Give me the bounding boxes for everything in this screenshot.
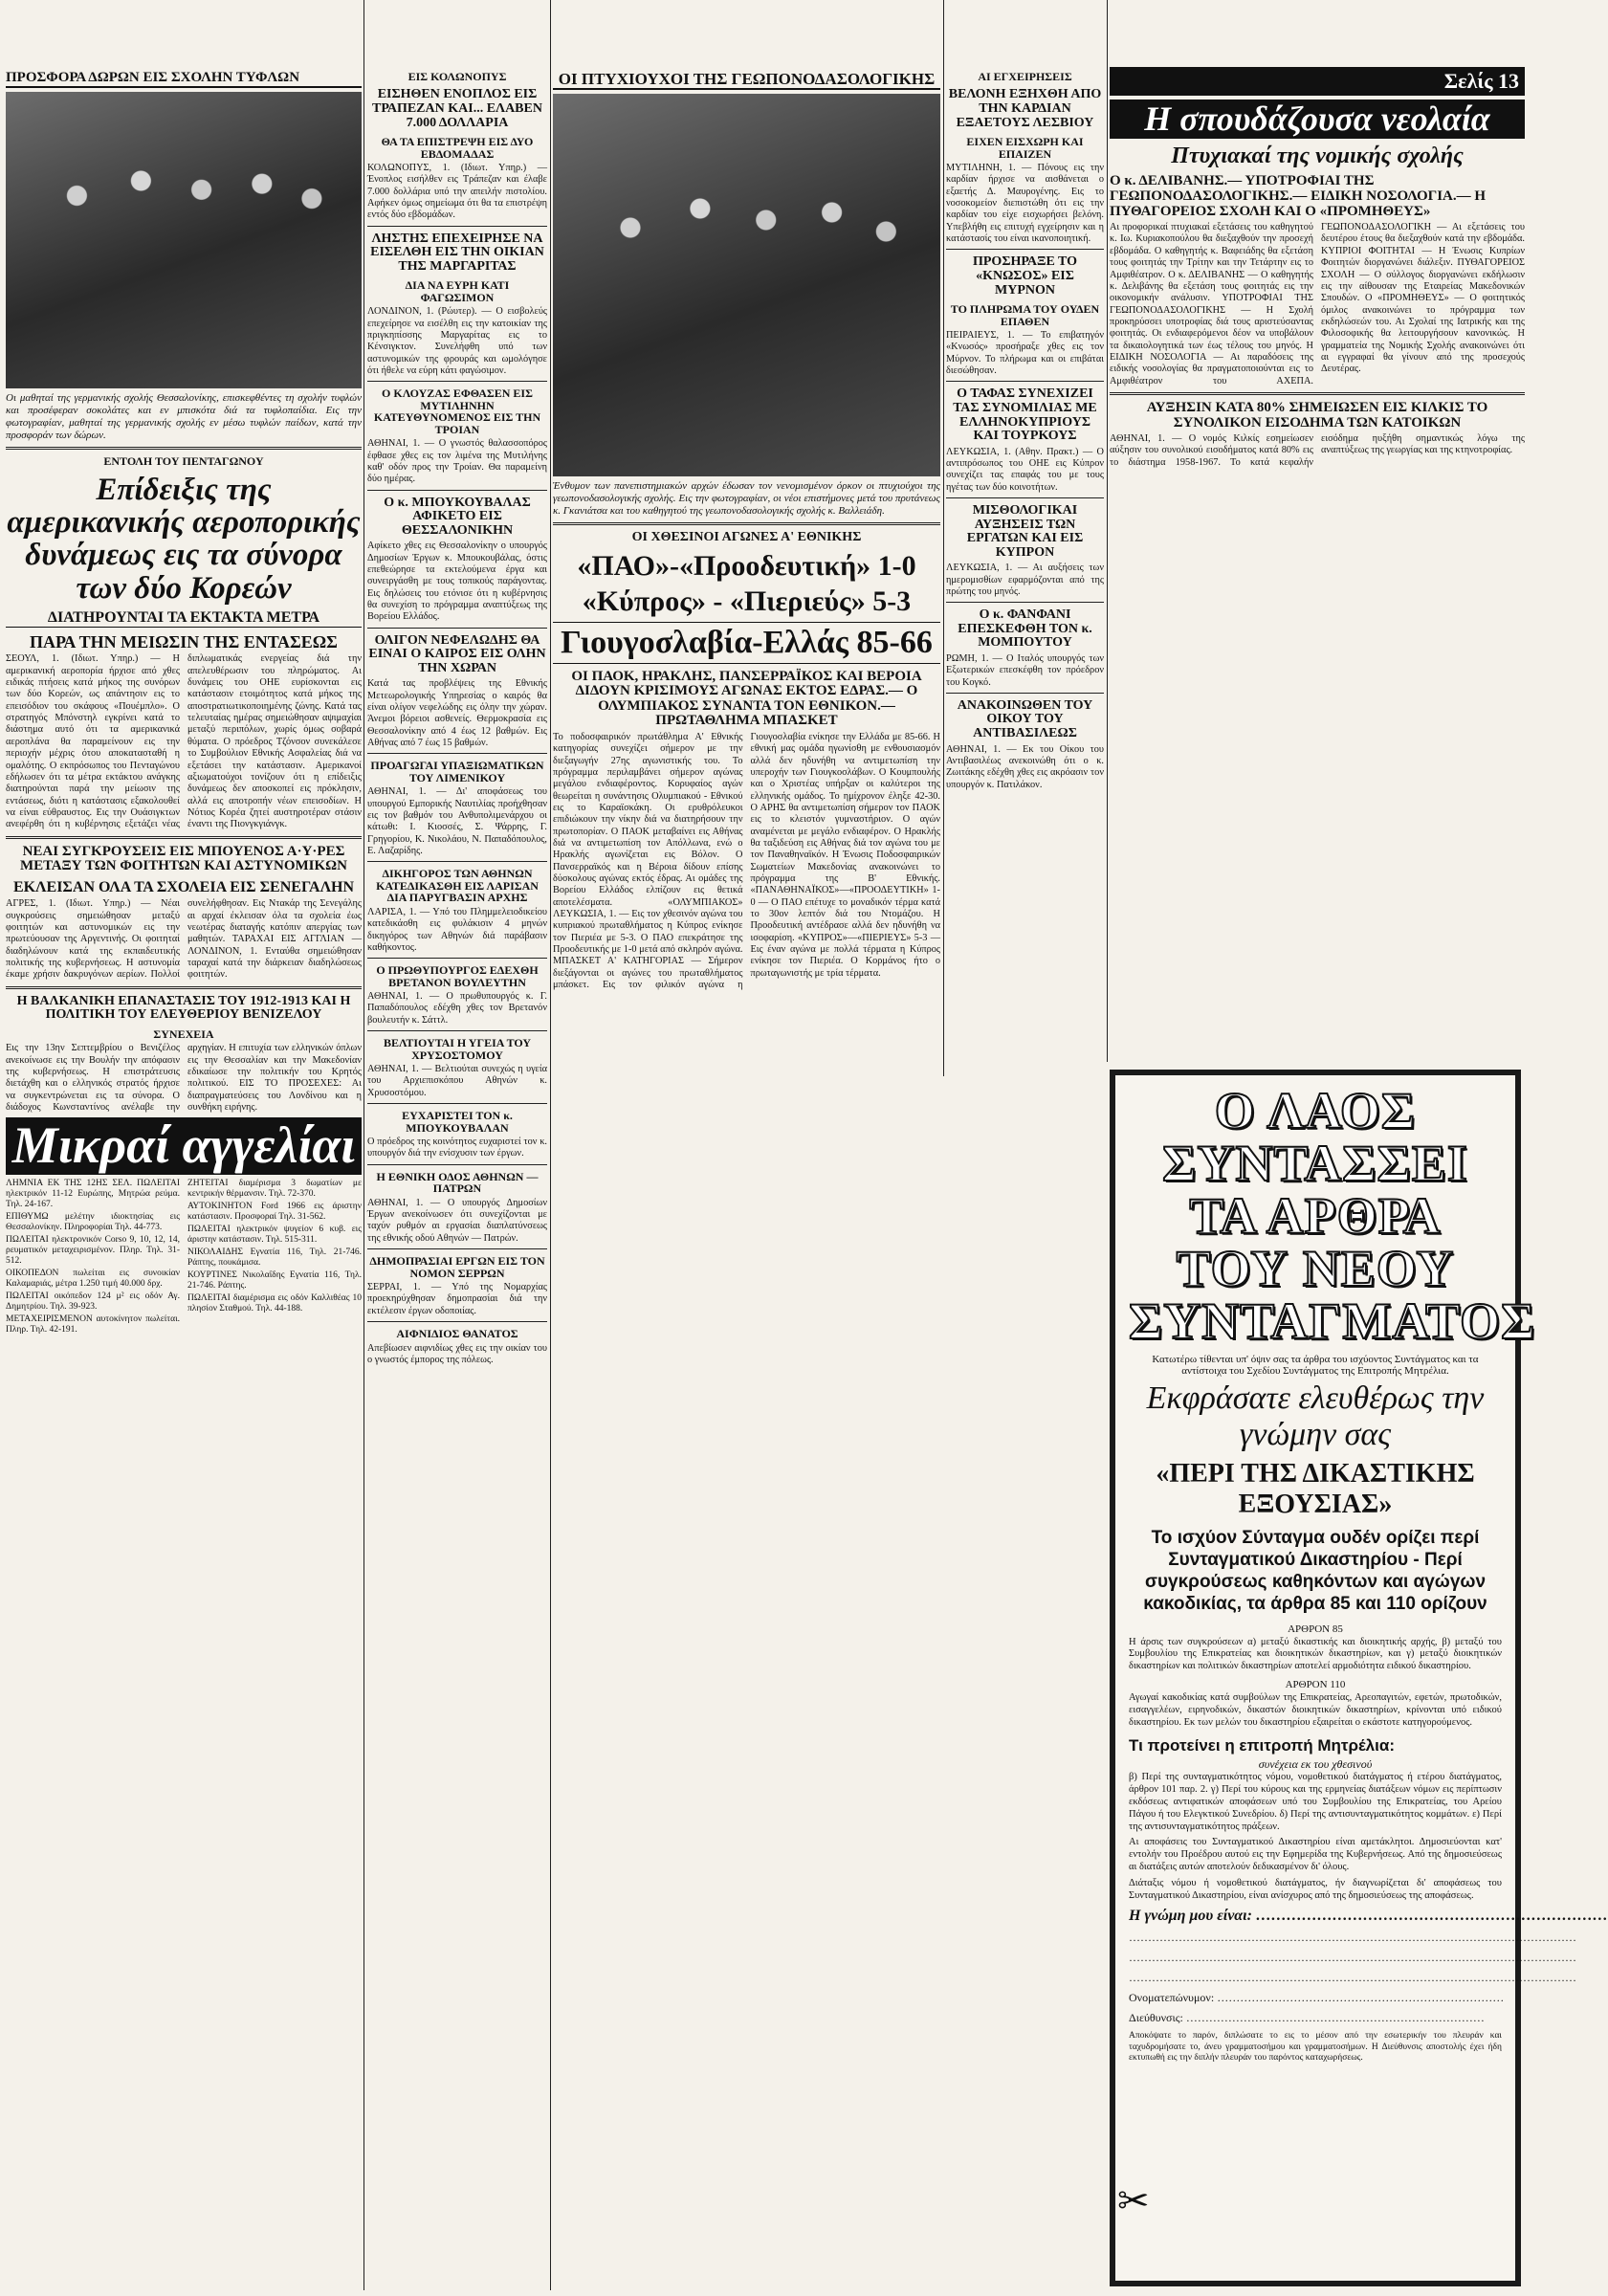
constitution-ad [1110,1070,1608,2286]
score-headline: Γιουγοσλαβία-Ελλάς 85-66 [553,622,940,663]
subheadline: ΟΙ ΠΑΟΚ, ΗΡΑΚΛΗΣ, ΠΑΝΣΕΡΡΑΪΚΟΣ ΚΑΙ ΒΕΡΟΙΑ ΔΙΔΟΥΝ ΚΡΙΣΙΜΟΥΣ ΑΓΩΝΑΣ ΕΚΤΟΣ ΕΔΡΑΣ.— Ο ΟΛΥΜΠΙΑΚΟΣ ΣΥΝΑΝΤΑ ΤΟΝ ΕΘΝΙΚΟΝ.— ΠΡΩΤΑΘΛΗΜΑ ΜΠΑΣΚΕΤ [571,668,922,729]
ad-footer: Αποκόψατε το παρόν, διπλώσατε το εις το μέσον από την εσωτερικήν του πλευράν και ταχυδρομήσατε το, άνευ γραμματοσήμου και γραμματοσήμων. Η Διεύθυνσις αποστολής έχει ήδη εκτυπωθή εις την διπλήν πλευράν του παρόντος καταχωρήσεως. [1129,2031,1502,2064]
opinion-field[interactable]: Η γνώμη μου είναι: …………………………………………………………… [1129,1908,1608,1925]
column-rule [550,0,551,2290]
opinion-line[interactable]: ……………………………………………………………………………………………………… [1129,1971,1576,1985]
article-body: Κατά τας προβλέψεις της Εθνικής Μετεωρολογικής Υπηρεσίας ο καιρός θα είναι ολίγον νεφελώδης εις όλην την χώραν. Άνεμοι βόρειοι ασθενείς. Θερμοκρασία εις Θεσσαλονίκην από 4 έως 12 βαθμών. Εις Αθήνας από 7 έως 15 βαθμών. [367,678,547,749]
section-banner: Η σπουδάζουσα νεολαία [1110,99,1525,139]
headline: ΟΛΙΓΟΝ ΝΕΦΕΛΩΔΗΣ ΘΑ ΕΙΝΑΙ Ο ΚΑΙΡΟΣ ΕΙΣ ΟΛΗΝ ΤΗΝ ΧΩΡΑΝ [368,632,546,675]
classified-ad: ΟΙΚΟΠΕΔΟΝ πωλείται εις συνοικίαν Καλαμαριάς, μέτρα 1.250 τιμή 40.000 δρχ. [6,1268,180,1289]
headline: ΝΕΑΙ ΣΥΓΚΡΟΥΣΕΙΣ ΕΙΣ ΜΠΟΥΕΝΟΣ Α·Υ·ΡΕΣ ΜΕΤΑΞΥ ΤΩΝ ΦΟΙΤΗΤΩΝ ΚΑΙ ΑΣΤΥΝΟΜΙΚΩΝ [19,843,348,874]
headline: ΠΡΟΣΗΡΑΞΕ ΤΟ «ΚΝΩΣΟΣ» ΕΙΣ ΜΥΡΝΟΝ [972,254,1078,298]
scissors-icon: ✂ [1117,2179,1150,2222]
headline: ΑΙΦΝΙΔΙΟΣ ΘΑΝΑΤΟΣ [396,1327,518,1341]
classified-ad: ΕΠΙΘΥΜΩ μελέτην ιδιοκτησίας εις Θεσσαλονίκην. Πληροφορίαι Τηλ. 44-773. [6,1211,180,1232]
headline: Ο ΤΑΦΑΣ ΣΥΝΕΧΙΖΕΙ ΤΑΣ ΣΥΝΟΜΙΛΙΑΣ ΜΕ ΕΛΛΗΝΟΚΥΠΡΙΟΥΣ ΚΑΙ ΤΟΥΡΚΟΥΣ [953,386,1097,444]
subheadline: ΔΙΑΤΗΡΟΥΝΤΑΙ ΤΑ ΕΚΤΑΚΤΑ ΜΕΤΡΑ [6,610,362,628]
article-number: ΑΡΘΡΟΝ 110 [1285,1678,1346,1690]
headline: Η ΒΑΛΚΑΝΙΚΗ ΕΠΑΝΑΣΤΑΣΙΣ ΤΟΥ 1912-1913 ΚΑΙ Η ΠΟΛΙΤΙΚΗ ΤΟΥ ΕΛΕΥΘΕΡΙΟΥ ΒΕΝΙΖΕΛΟΥ [16,993,351,1023]
headline: Ο κ. ΜΠΟΥΚΟΥΒΑΛΑΣ ΑΦΙΚΕΤΟ ΕΙΣ ΘΕΣΣΑΛΟΝΙΚΗΝ [384,495,531,538]
proposal-text: Διάταξις νόμου ή νομοθετικού διατάγματος, ήν διαγνωρίζεται δι' αποφάσεως του Συνταγματικού Δικαστηρίου, είναι ανίσχυρος από της δημοσιεύσεως της αποφάσεως. [1129,1877,1502,1901]
headline: Πτυχιακαί της νομικής σχολής [1171,144,1464,169]
column-rule [943,0,944,1076]
article-body: ΚΟΛΩΝΟΠΥΣ, 1. (Ιδιωτ. Υπηρ.) — Ένοπλος εισήλθεν εις Τράπεζαν και έλαβε 7.000 δολλάρια υπό την απειλήν πιστολίου. Αφήκεν όμως σημείωμα ότι θα τα επιστρέψη εντός δύο εβδομάδων. [367,163,547,221]
article-text: Αγωγαί κακοδικίας κατά συμβούλων της Επικρατείας, Αρεοπαγιτών, εφετών, πρωτοδικών, εισαγγελέων, ειρηνοδικών, δικαστών διοικητικών δικαστηρίων, κρίνονται υπό ειδικού δικαστηρίου. Εκ των μελών του δικαστηρίου εξαιρείται ο εκάστοτε κατηγορούμενος. [1129,1691,1502,1728]
article-body: ΑΓΡΕΣ, 1. (Ιδιωτ. Υπηρ.) — Νέαι συγκρούσεις σημειώθησαν μεταξύ φοιτητών και αστυνομικών εις την πρωτεύουσαν της Αργεντινής. Οι φοιτηταί διαδηλώνουν κατά της εκπαιδευτικής πολιτικής της κυβερνήσεως. Η αστυνομία έκαμε χρήσιν δακρυγόνων αερίων. Πολλοί συνελήφθησαν. Εις Ντακάρ της Σενεγάλης αι αρχαί έκλεισαν όλα τα σχολεία έως νεωτέρας διαταγής κατόπιν απεργίας των μαθητών. ΤΑΡΑΧΑΙ ΕΙΣ ΑΓΓΛΙΑΝ — ΛΟΝΔΙΝΟΝ, 1. Ενταύθα σημειώθησαν ταραχαί κατά την διάρκειαν διαδηλώσεως φοιτητών. [6,898,362,981]
classified-ad: ΖΗΤΕΙΤΑΙ διαμέρισμα 3 δωματίων με κεντρικήν θέρμανσιν. Τηλ. 72-370. [187,1178,362,1199]
headline: Η ΕΘΝΙΚΗ ΟΔΟΣ ΑΘΗΝΩΝ — ΠΑΤΡΩΝ [376,1169,539,1196]
subheadline: ΤΟ ΠΛΗΡΩΜΑ ΤΟΥ ΟΥΔΕΝ ΕΠΑΘΕΝ [950,302,1100,328]
photo-caption: Οι μαθηταί της γερμανικής σχολής Θεσσαλονίκης, επισκεφθέντες τη σχολήν τυφλών και προσέφεραν σοκολάτες και εν μπισκότα διά τα τυφλοπαίδια. Εις την φωτογραφίαν, μαθηταί της γερμανικής σχολής εν μέσω τυφλών παίδων, κατά την προσφοράν των δώρων. [6,391,362,442]
proposal-text: Αι αποφάσεις του Συνταγματικού Δικαστηρίου είναι αμετάκλητοι. Δημοσιεύονται κατ' εντολήν του Προέδρου αυτού εις την Εφημερίδα της Κυβερνήσεως. Από της δημοσιεύσεως αι διατάξεις αυτών αποτελούν δεδικασμένον δι' όλους. [1129,1837,1502,1872]
classified-ad: ΛΗΜΝΙΑ ΕΚ ΤΗΣ 12ΗΣ ΣΕΛ. ΠΩΛΕΙΤΑΙ ηλεκτρικόν 11-12 Ευρώπης, Μητρώα ρεύμα. Τηλ. 24-167. [6,1178,180,1209]
article-body: Αφίκετο χθες εις Θεσσαλονίκην ο υπουργός Δημοσίων Έργων κ. Μπουκουβάλας, όστις επεθεώρησε τα εκτελούμενα έργα και συνειργάσθη με τους τοπικούς παράγοντας. Εις δηλώσεις του ετόνισε ότι η κυβέρνησις θα συνεχίση το πρόγραμμα αναπτύξεως της Βορείου Ελλάδος. [367,541,547,623]
column-2 [367,0,547,2290]
proposal-subheading: συνέχεια εκ του χθεσινού [1258,1757,1373,1772]
headline: ΛΗΣΤΗΣ ΕΠΕΧΕΙΡΗΣΕ ΝΑ ΕΙΣΕΛΘΗ ΕΙΣ ΤΗΝ ΟΙΚΙΑΝ ΤΗΣ ΜΑΡΓΑΡΙΤΑΣ [370,231,544,274]
article-body: ΛΕΥΚΩΣΙΑ, 1. — Αι αυξήσεις των ημερομισθίων εφαρμόζονται από της πρώτης του μηνός. [946,563,1104,597]
article-body: ΑΘΗΝΑΙ, 1. — Ο νομός Κιλκίς εσημείωσεν αύξησιν του συνολικού εισοδήματος κατά 80% εις το διάστημα 1958-1967. Το κατά κεφαλήν εισόδημα ηυξήθη σημαντικώς λόγω της αναπτύξεως της γεωργίας και της κτηνοτροφίας. [1110,433,1525,468]
article-body: ΑΘΗΝΑΙ, 1. — Ο πρωθυπουργός κ. Γ. Παπαδόπουλος εδέχθη χθες τον Βρετανόν βουλευτήν κ. Σάττλ. [367,991,547,1026]
proposal-heading: Τι προτείνει η επιτροπή Μητρέλια: [1129,1736,1395,1755]
proposal-text: β) Περί της συνταγματικότητος νόμου, νομοθετικού διατάγματος ή ετέρου διατάγματος, άρθρον 101 παρ. 2. γ) Περί του κύρους και της ερμηνείας διατάξεων νόμων εις περίπτωσιν εκδόσεως αντιφατικών αποφάσεων υπό του Συμβουλίου της Επικρατείας, του Αρείου Πάγου ή του Ελεγκτικού Συνεδρίου. δ) Περί της αντισυνταγματικότητος κομμάτων. ε) Περί της αντισυνταγματικότητος πράξεων. [1129,1772,1502,1832]
ad-subtitle: Κατωτέρω τίθενται υπ' όψιν σας τα άρθρα του ισχύοντος Συντάγματος και τα αντίστοιχα του Σχεδίου Συντάγματος της Επιτροπής Μητρέλια. [1152,1354,1479,1378]
kicker: ΣΥΝΕΧΕΙΑ [153,1027,214,1041]
headline: Ο κ. ΦΑΝΦΑΝΙ ΕΠΕΣΚΕΦΘΗ ΤΟΝ κ. ΜΟΜΠΟΥΤΟΥ [958,607,1092,651]
name-field[interactable]: Ονοματεπώνυμον: ………………………………………………………………… [1129,1991,1505,2005]
headline: ΒΕΛΟΝΗ ΕΞΗΧΘΗ ΑΠΟ ΤΗΝ ΚΑΡΔΙΑΝ ΕΞΑΕΤΟΥΣ ΛΕΣΒΙΟΥ [948,87,1102,130]
article-body: ΛΟΝΔΙΝΟΝ, 1. (Ρώυτερ). — Ο εισβολεύς επεχείρησε να εισέλθη εις την κατοικίαν της πριγκηπίσσης Μαργαρίτας εις το Κένσιγκτον. Συνελήφθη υπό των αστυνομικών της φρουράς και ωμολόγησε ότι ήθελε να εύρη κάτι φαγώσιμον. [367,306,547,377]
school-photo [6,92,362,388]
headline: ΔΗΜΟΠΡΑΣΙΑΙ ΕΡΓΩΝ ΕΙΣ ΤΟΝ ΝΟΜΟΝ ΣΕΡΡΩΝ [369,1254,545,1280]
article-body: ΑΘΗΝΑΙ, 1. — Ο γνωστός θαλασσοπόρος έφθασε χθες εις τον λιμένα της Μυτιλήνης καθ' οδόν προς την Τροίαν. Θα παραμείνη δύο ημέρας. [367,438,547,485]
headline: ΕΚΛΕΙΣΑΝ ΟΛΑ ΤΑ ΣΧΟΛΕΙΑ ΕΙΣ ΣΕΝΕΓΑΛΗΝ [12,878,355,895]
classified-ad: ΠΩΛΕΙΤΑΙ οικόπεδον 124 μ² εις οδόν Αγ. Δημητρίου. Τηλ. 39-923. [6,1291,180,1312]
column-1 [6,0,362,2290]
article-body: ΑΘΗΝΑΙ, 1. — Ο υπουργός Δημοσίων Έργων ανεκοίνωσεν ότι συνεχίζονται με ταχύν ρυθμόν αι εργασίαι διαπλατύνσεως της εθνικής οδού Αθηνών — Πατρών. [367,1197,547,1244]
article-body: ΑΘΗΝΑΙ, 1. — Βελτιούται συνεχώς η υγεία του Αρχιεπισκόπου Αθηνών κ. Χρυσοστόμου. [367,1064,547,1098]
classifieds-list [6,1179,362,1336]
article-body: ΠΕΙΡΑΙΕΥΣ, 1. — Το επιβατηγόν «Κνωσός» προσήραξε χθες εις τον Μύρνον. Το πλήρωμα και οι επιβάται διεσώθησαν. [946,330,1104,377]
classified-ad: ΝΙΚΟΛΑΙΔΗΣ Εγνατία 116, Τηλ. 21-746. Ράπτης, πουκάμισα. [187,1247,362,1268]
classifieds-banner: Μικραί αγγελίαι [6,1117,362,1174]
article-text: Η άρσις των συγκρούσεων α) μεταξύ δικαστικής και διοικητικής αρχής, β) μεταξύ του Συμβουλίου της Επικρατείας και διοικητικών δικαστηρίων, και γ) μεταξύ διοικητικών δικαστηρίων και πολιτικών δικαστηρίων αποτελεί αρμοδιότητα ειδικού δικαστηρίου. [1129,1636,1502,1672]
column-rule [363,0,364,2290]
article-body: Το ποδοσφαιρικόν πρωτάθλημα Α' Εθνικής κατηγορίας συνεχίζει σήμερον με την διεξαγωγήν 27ης αγωνιστικής του. Το πρόγραμμα περιλαμβάνει σήμερον αγώνας μεγάλου ενδιαφέροντος. Κορυφαίος αγών θεωρείται η συνάντησις Ολυμπιακού - Εθνικού εις το Καραϊσκάκη. Οι ερυθρόλευκοι επιδιώκουν την νίκην διά να διατηρήσουν την πρωτοπορίαν. Ο ΠΑΟΚ μεταβαίνει εις Αθήνας διά να αντιμετωπίση τον Απόλλωνα, ενώ ο Ηρακλής αγωνίζεται εις Βόλον. Ο Πανσερραϊκός και η Βέροια δίδουν επίσης δύσκολους αγώνας εκτός έδρας. Αι ομάδες της Βορείου Ελλάδος ελπίζουν εις θετικά αποτελέσματα. «ΟΛΥΜΠΙΑΚΟΣ» ΛΕΥΚΩΣΙΑ, 1. — Εις τον χθεσινόν αγώνα του κυπριακού πρωταθλήματος η Κύπρος ενίκησε τον Πιεριέα με 5-3. Ο ΠΑΟ επεκράτησε της Προοδευτικής με 1-0 μετά από σκληρόν αγώνα. ΜΠΑΣΚΕΤ Α' ΚΑΤΗΓΟΡΙΑΣ — Σήμερον διεξάγονται οι αγώνες του πρωταθλήματος μπάσκετ. Εις τον φιλικόν αγώνα η Γιουγοσλαβία ενίκησε την Ελλάδα με 85-66. Η εθνική μας ομάδα ηγωνίσθη με ενθουσιασμόν αλλά δεν ηδυνήθη να αντιμετωπίση την υπεροχήν των Γιουγκοσλάβων. Ο Κουμπουλής και ο Χριστέας υπήρξαν οι καλύτεροι της ελληνικής ομάδος. Το ημίχρονον έληξε 42-30. Ο ΑΡΗΣ θα αντιμετωπίση σήμερον τον ΠΑΟΚ εις το κλειστόν γυμναστήριον. Ο αγών αναμένεται με μεγάλο ενδιαφέρον. Ο Ηρακλής θα ταξιδεύση εις Αθήνας διά τον αγώνα του με τον Παναθηναϊκόν. Η Ένωσις Ποδοσφαιρικών Σωματείων Μακεδονίας ανακοινώνει το πρόγραμμα της Β' Εθνικής. «ΠΑΝΑΘΗΝΑΪΚΟΣ»—«ΠΡΟΟΔΕΥΤΙΚΗ» 1-0 — Ο ΠΑΟ επέτυχε το μοναδικόν τέρμα κατά το 30ον λεπτόν διά του Ντομάζου. Η Προοδευτική αντέδρασε αλλά δεν ηδυνήθη να ισοφαρίση. «ΚΥΠΡΟΣ»—«ΠΙΕΡΙΕΥΣ» 5-3 — Εις έναν αγώνα με πολλά τέρματα η Κύπρος ενίκησε τον Πιεριέα. Ο Κορμάνος ήτο ο πρωταγωνιστής με τρία τέρματα. [553,731,940,991]
opinion-line[interactable]: ……………………………………………………………………………………………………… [1129,1931,1576,1945]
opinion-line[interactable]: ……………………………………………………………………………………………………… [1129,1951,1576,1965]
ad-headline: Ο ΛΑΟΣ ΣΥΝΤΑΣΣΕΙ ΤΑ ΑΡΘΡΑ ΤΟΥ ΝΕΟΥ ΣΥΝΤΑΓΜΑΤΟΣ [1129,1082,1536,1351]
column-3 [553,0,940,2290]
classified-ad: ΑΥΤΟΚΙΝΗΤΟΝ Ford 1966 εις άριστην κατάστασιν. Προσφοραί Τηλ. 31-562. [187,1201,362,1222]
column-5 [1110,0,1525,1038]
score-headline: «ΠΑΟ»-«Προοδευτική» 1-0 [577,549,916,582]
ad-title: «ΠΕΡΙ ΤΗΣ ΔΙΚΑΣΤΙΚΗΣ ΕΞΟΥΣΙΑΣ» [1156,1459,1475,1520]
kicker: ΟΙ ΧΘΕΣΙΝΟΙ ΑΓΩΝΕΣ Α' ΕΘΝΙΚΗΣ [631,530,862,545]
headline: ΕΙΣΗΘΕΝ ΕΝΟΠΛΟΣ ΕΙΣ ΤΡΑΠΕΖΑΝ ΚΑΙ... ΕΛΑΒΕΝ 7.000 ΔΟΛΛΑΡΙΑ [372,87,542,130]
classified-ad: ΠΩΛΕΙΤΑΙ ηλεκτρονικόν Corso 9, 10, 12, 14, ρευματικόν μεταχειρισμένον. Πληρ. Τηλ. 31-512. [6,1234,180,1266]
article-body: Απεβίωσεν αιφνιδίως χθες εις την οικίαν του ο γνωστός έμπορος της πόλεως. [367,1342,547,1365]
subheadline: ΔΙΑ ΝΑ ΕΥΡΗ ΚΑΤΙ ΦΑΓΩΣΙΜΟΝ [405,278,510,304]
headline: ΒΕΛΤΙΟΥΤΑΙ Η ΥΓΕΙΑ ΤΟΥ ΧΡΥΣΟΣΤΟΜΟΥ [383,1036,532,1062]
article-body: ΜΥΤΙΛΗΝΗ, 1. — Πόνους εις την καρδίαν ήρχισε να αισθάνεται ο εξαετής Δ. Μαυρογένης. Εις το νοσοκομείον διεπιστώθη ότι εις την καρδίαν του είχε εισχωρήσει βελόνη. Υπεβλήθη εις επιτυχή εγχείρησιν και η κατάστασίς του είναι ικανοποιητική. [946,163,1104,245]
article-body: Ο πρόεδρος της κοινότητος ευχαριστεί τον κ. υπουργόν διά την ενίσχυσιν των έργων. [367,1137,547,1159]
classified-ad: ΚΟΥΡΤΙΝΕΣ Νικολαΐδης Εγνατία 116, Τηλ. 21-746. Ράπτης. [187,1269,362,1291]
kicker: ΑΙ ΕΓΧΕΙΡΗΣΕΙΣ [978,70,1072,83]
score-headline: «Κύπρος» - «Πιεριεύς» 5-3 [582,585,912,617]
korea-headline: Επίδειξις της αμερικανικής αεροπορικής δυνάμεως εις τα σύνορα των δύο Κορεών [7,472,361,606]
kicker: ΕΝΤΟΛΗ ΤΟΥ ΠΕΝΤΑΓΩΝΟΥ [103,454,264,469]
column-4 [946,0,1104,1076]
photo-caption: Ένθυμον των πανεπιστημιακών αρχών έδωσαν τον νενομισμένον όρκον οι πτυχιούχοι της γεωπονοδασολογικής σχολής. Εις την φωτογραφίαν, οι νέοι επιστήμονες μετά του πρυτάνεως κ. Γκανιάτσα και του καθηγητού της γεωπονοδασολογικής σχολής κ. Βαλλειάδη. [553,479,940,518]
headline: ΑΥΞΗΣΙΝ ΚΑΤΑ 80% ΣΗΜΕΙΩΣΕΝ ΕΙΣ ΚΙΛΚΙΣ ΤΟ ΣΥΝΟΛΙΚΟΝ ΕΙΣΟΔΗΜΑ ΤΩΝ ΚΑΤΟΙΚΩΝ [1146,399,1488,430]
subheadline: ΠΑΡΑ ΤΗΝ ΜΕΙΩΣΙΝ ΤΗΣ ΕΝΤΑΣΕΩΣ [30,631,338,651]
headline: ΠΡΟΑΓΩΓΑΙ ΥΠΑΞΙΩΜΑΤΙΚΩΝ ΤΟΥ ΛΙΜΕΝΙΚΟΥ [370,759,544,784]
article-body: ΛΑΡΙΣΑ, 1. — Υπό του Πλημμελειοδικείου κατεδικάσθη εις φυλάκισιν 4 μηνών δικηγόρος των Αθηνών διά παράβασιν καθήκοντος. [367,906,547,953]
page-label: Σελίς 13 [1110,67,1525,96]
kicker: ΕΙΣ ΚΟΛΩΝΟΠΥΣ [408,70,507,83]
subheadline: ΘΑ ΤΑ ΕΠΙΣΤΡΕΨΗ ΕΙΣ ΔΥΟ ΕΒΔΟΜΑΔΑΣ [381,135,534,161]
headline: Ο ΚΛΟΥΖΑΣ ΕΦΘΑΣΕΝ ΕΙΣ ΜΥΤΙΛΗΝΗΝ ΚΑΤΕΥΘΥΝΟΜΕΝΟΣ ΕΙΣ ΤΗΝ ΤΡΟΙΑΝ [373,386,541,436]
classified-ad: ΠΩΛΕΙΤΑΙ διαμέρισμα εις οδόν Καλλιθέας 10 πλησίον Σταθμού. Τηλ. 44-188. [187,1292,362,1314]
headline: Ο ΠΡΩΘΥΠΟΥΡΓΟΣ ΕΔΕΧΘΗ ΒΡΕΤΑΝΟΝ ΒΟΥΛΕΥΤΗΝ [376,963,539,989]
column-rule [1107,0,1108,1062]
headline: ΔΙΚΗΓΟΡΟΣ ΤΩΝ ΑΘΗΝΩΝ ΚΑΤΕΔΙΚΑΣΘΗ ΕΙΣ ΛΑΡΙΣΑΝ ΔΙΑ ΠΑΡΥΓΒΑΣΙΝ ΑΡΧΗΣ [376,867,539,905]
headline: ΕΥΧΑΡΙΣΤΕΙ ΤΟΝ κ. ΜΠΟΥΚΟΥΒΑΛΑΝ [402,1109,513,1135]
address-field[interactable]: Διεύθυνσις: …………………………………………………………………… [1129,2011,1485,2025]
article-body: ΑΘΗΝΑΙ, 1. — Δι' αποφάσεως του υπουργού Εμπορικής Ναυτιλίας προήχθησαν εις τον βαθμόν του Ανθυπολιμενάρχου οι κάτωθι: Ι. Κιοσσές, Σ. Ψάρρης, Γ. Γρηγορίου, Κ. Νικολάου, Ν. Παπαδόπουλος, Ε. Λαζαρίδης. [367,786,547,857]
article-body: Εις την 13ην Σεπτεμβρίου ο Βενιζέλος ανεκοίνωσε εις την Βουλήν την απόφασιν της κυβερνήσεως. Η επιστράτευσις διετάχθη και ο ελληνικός στρατός ήρχισε να συγκεντρώνεται εις τα σύνορα. Ο διάδοχος Κωνσταντίνος ανέλαβε την αρχηγίαν. Η επιτυχία των ελληνικών όπλων εις την Θεσσαλίαν και την Μακεδονίαν εδικαίωσε την πολιτικήν του Κρητός πολιτικού. ΕΙΣ ΤΟ ΠΡΟΣΕΧΕΣ: Αι διαπραγματεύσεις του Λονδίνου και η συνθήκη ειρήνης. [6,1043,362,1114]
graduates-photo [553,94,940,476]
article-body: ΡΩΜΗ, 1. — Ο Ιταλός υπουργός των Εξωτερικών επεσκέφθη τον πρόεδρον του Κογκό. [946,652,1104,688]
headline: ΑΝΑΚΟΙΝΩΘΕΝ ΤΟΥ ΟΙΚΟΥ ΤΟΥ ΑΝΤΙΒΑΣΙΛΕΩΣ [957,697,1093,740]
subheadline: ΕΙΧΕΝ ΕΙΣΧΩΡΗ ΚΑΙ ΕΠΑΙΖΕΝ [966,135,1084,161]
article-body: ΣΕΡΡΑΙ, 1. — Υπό της Νομαρχίας προεκηρύχθησαν δημοπρασίαι διά την εκτέλεσιν έργων οδοποιίας. [367,1282,547,1316]
classified-ad: ΠΩΛΕΙΤΑΙ ηλεκτρικόν ψυγείον 6 κυβ. εις άριστην κατάστασιν. Τηλ. 515-311. [187,1224,362,1245]
article-body: ΣΕΟΥΛ, 1. (Ιδιωτ. Υπηρ.) — Η αμερικανική αεροπορία ήρχισε από χθες ειδικάς πτήσεις κατά μήκος της συνόρων των δύο Κορεών, ως απάντησιν εις το επεισόδιον του σκάφους «Πουέμπλο». Ο στρατηγός Μπόνστηλ εγκρίνει κατά το διάστημα αυτό ότι τα αμερικανικά αεροπλάνα θα παραμείνουν εις την περιοχήν μέχρις ότου αποκατασταθή η ομαλότης. Ο εκπρόσωπος του Πενταγώνου εδήλωσεν ότι τα μέτρα εκτάκτου ανάγκης διατηρούνται παρά την μείωσιν της εντάσεως, διότι η κατάστασις εξακολουθεί να είναι εύθραυστος. Εις την Ουάσιγκτων ανεφέρθη ότι η κυβέρνησις εξετάζει νέας διπλωματικάς ενεργείας διά την απελευθέρωσιν του πληρώματος. Αι δυνάμεις του ΟΗΕ ευρίσκονται εις κατάστασιν ετοιμότητος κατά μήκος της αποστρατιωτικοποιημένης ζώνης. Κατά τας τελευταίας ημέρας σημειώθησαν αψιμαχίαι μεταξύ περιπόλων, χωρίς όμως σοβαρά θύματα. Ο πρόεδρος Τζόνσον συνεκάλεσε το Συμβούλιον Εθνικής Ασφαλείας διά να εξετάσει την κατάστασιν. Αμερικανοί αξιωματούχοι τονίζουν ότι η επίδειξις δυνάμεως δεν αποσκοπεί εις πρόκλησιν, αλλά εις αποτροπήν νέων επεισοδίων. Η Νότιος Κορέα ζητεί αυστηροτέραν στάσιν έναντι της Πιονγκγιάνγκ. [6,653,362,830]
classified-ad: ΜΕΤΑΧΕΙΡΙΣΜΕΝΟΝ αυτοκίνητον πωλείται. Πληρ. Τηλ. 42-191. [6,1314,180,1335]
headline: ΜΙΣΘΟΛΟΓΙΚΑΙ ΑΥΞΗΣΕΙΣ ΤΩΝ ΕΡΓΑΤΩΝ ΚΑΙ ΕΙΣ ΚΥΠΡΟΝ [966,502,1084,560]
article-body: ΛΕΥΚΩΣΙΑ, 1. (Αθην. Πρακτ.) — Ο αντιπρόσωπος του ΟΗΕ εις Κύπρον συνεχίζει τας επαφάς του με τους ηγέτας των δύο κοινοτήτων. [946,446,1104,493]
photo-title: ΠΡΟΣΦΟΡΑ ΔΩΡΩΝ ΕΙΣ ΣΧΟΛΗΝ ΤΥΦΛΩΝ [6,71,362,88]
subheadline: Ο κ. ΔΕΛΙΒΑΝΗΣ.— ΥΠΟΤΡΟΦΙΑΙ ΤΗΣ ΓΕΩΠΟΝΟΔΑΣΟΛΟΓΙΚΗΣ.— ΕΙΔΙΚΗ ΝΟΣΟΛΟΓΙΑ.— Η ΠΥΘΑΓΟΡΕΙΟΣ ΣΧΟΛΗ ΚΑΙ Ο «ΠΡΟΜΗΘΕΥΣ» [1110,173,1487,219]
ad-lead: Το ισχύον Σύνταγμα ουδέν ορίζει περί Συνταγματικού Δικαστηρίου - Περί συγκρούσεως καθηκόντων και αγώγων κακοδικίας, τα άρθρα 85 και 110 ορίζουν [1143,1528,1487,1614]
article-body: Αι προφορικαί πτυχιακαί εξετάσεις του καθηγητού κ. Ιω. Κυριακοπούλου θα διεξαχθούν την προσεχή εβδομάδα. Ο καθηγητής κ. Βαφειάδης θα εξετάση τους φοιτητάς την Τρίτην και την Τετάρτην εις το Αμφιθέατρον. Ο κ. ΔΕΛΙΒΑΝΗΣ — Ο καθηγητής κ. Δελιβάνης θα εξετάση τους φοιτητάς εις την οικονομικήν ανάλυσιν. ΥΠΟΤΡΟΦΙΑΙ ΤΗΣ ΓΕΩΠΟΝΟΔΑΣΟΛΟΓΙΚΗΣ — Η Σχολή προκηρύσσει υποτροφίας διά τους αριστεύσαντας φοιτητάς. Οι ενδιαφερόμενοι δέον να υποβάλουν τα δικαιολογητικά των έως τέλους του μηνός. Η ΕΙΔΙΚΗ ΝΟΣΟΛΟΓΙΑ — Αι παραδόσεις της ειδικής νοσολογίας θα πραγματοποιούνται εις το Αμφιθέατρον του ΑΧΕΠΑ. ΓΕΩΠΟΝΟΔΑΣΟΛΟΓΙΚΗ — Αι εξετάσεις του δευτέρου έτους θα διεξαχθούν κατά την εβδομάδα. ΚΥΠΡΙΟΙ ΦΟΙΤΗΤΑΙ — Η Ένωσις Κυπρίων Φοιτητών διοργανώνει διάλεξιν. ΠΥΘΑΓΟΡΕΙΟΣ ΣΧΟΛΗ — Ο σύλλογος διοργανώνει εκδήλωσιν εις την αίθουσαν της Εταιρείας Μακεδονικών Σπουδών. Ο «ΠΡΟΜΗΘΕΥΣ» — Ο φοιτητικός όμιλος ανακοινώνει το πρόγραμμα των εκδηλώσεών του. Αι Σχολαί της Ιατρικής και της Φιλοσοφικής θα λειτουργήσουν κανονικώς. Η γραμματεία της Νομικής Σχολής ανακοινώνει ότι αι εγγραφαί θα γίνουν από της προσεχούς Δευτέρας. [1110,222,1525,386]
ad-slogan: Εκφράσατε ελευθέρως την γνώμην σας [1146,1380,1485,1453]
article-body: ΑΘΗΝΑΙ, 1. — Εκ του Οίκου του Αντιβασιλέως ανεκοινώθη ότι ο κ. Ζωιτάκης εδέχθη χθες εις ακρόασιν τον υπουργόν κ. Πατιλάκον. [946,743,1104,790]
article-number: ΑΡΘΡΟΝ 85 [1288,1623,1343,1635]
photo-title: ΟΙ ΠΤΥΧΙΟΥΧΟΙ ΤΗΣ ΓΕΩΠΟΝΟΔΑΣΟΛΟΓΙΚΗΣ [553,71,940,90]
